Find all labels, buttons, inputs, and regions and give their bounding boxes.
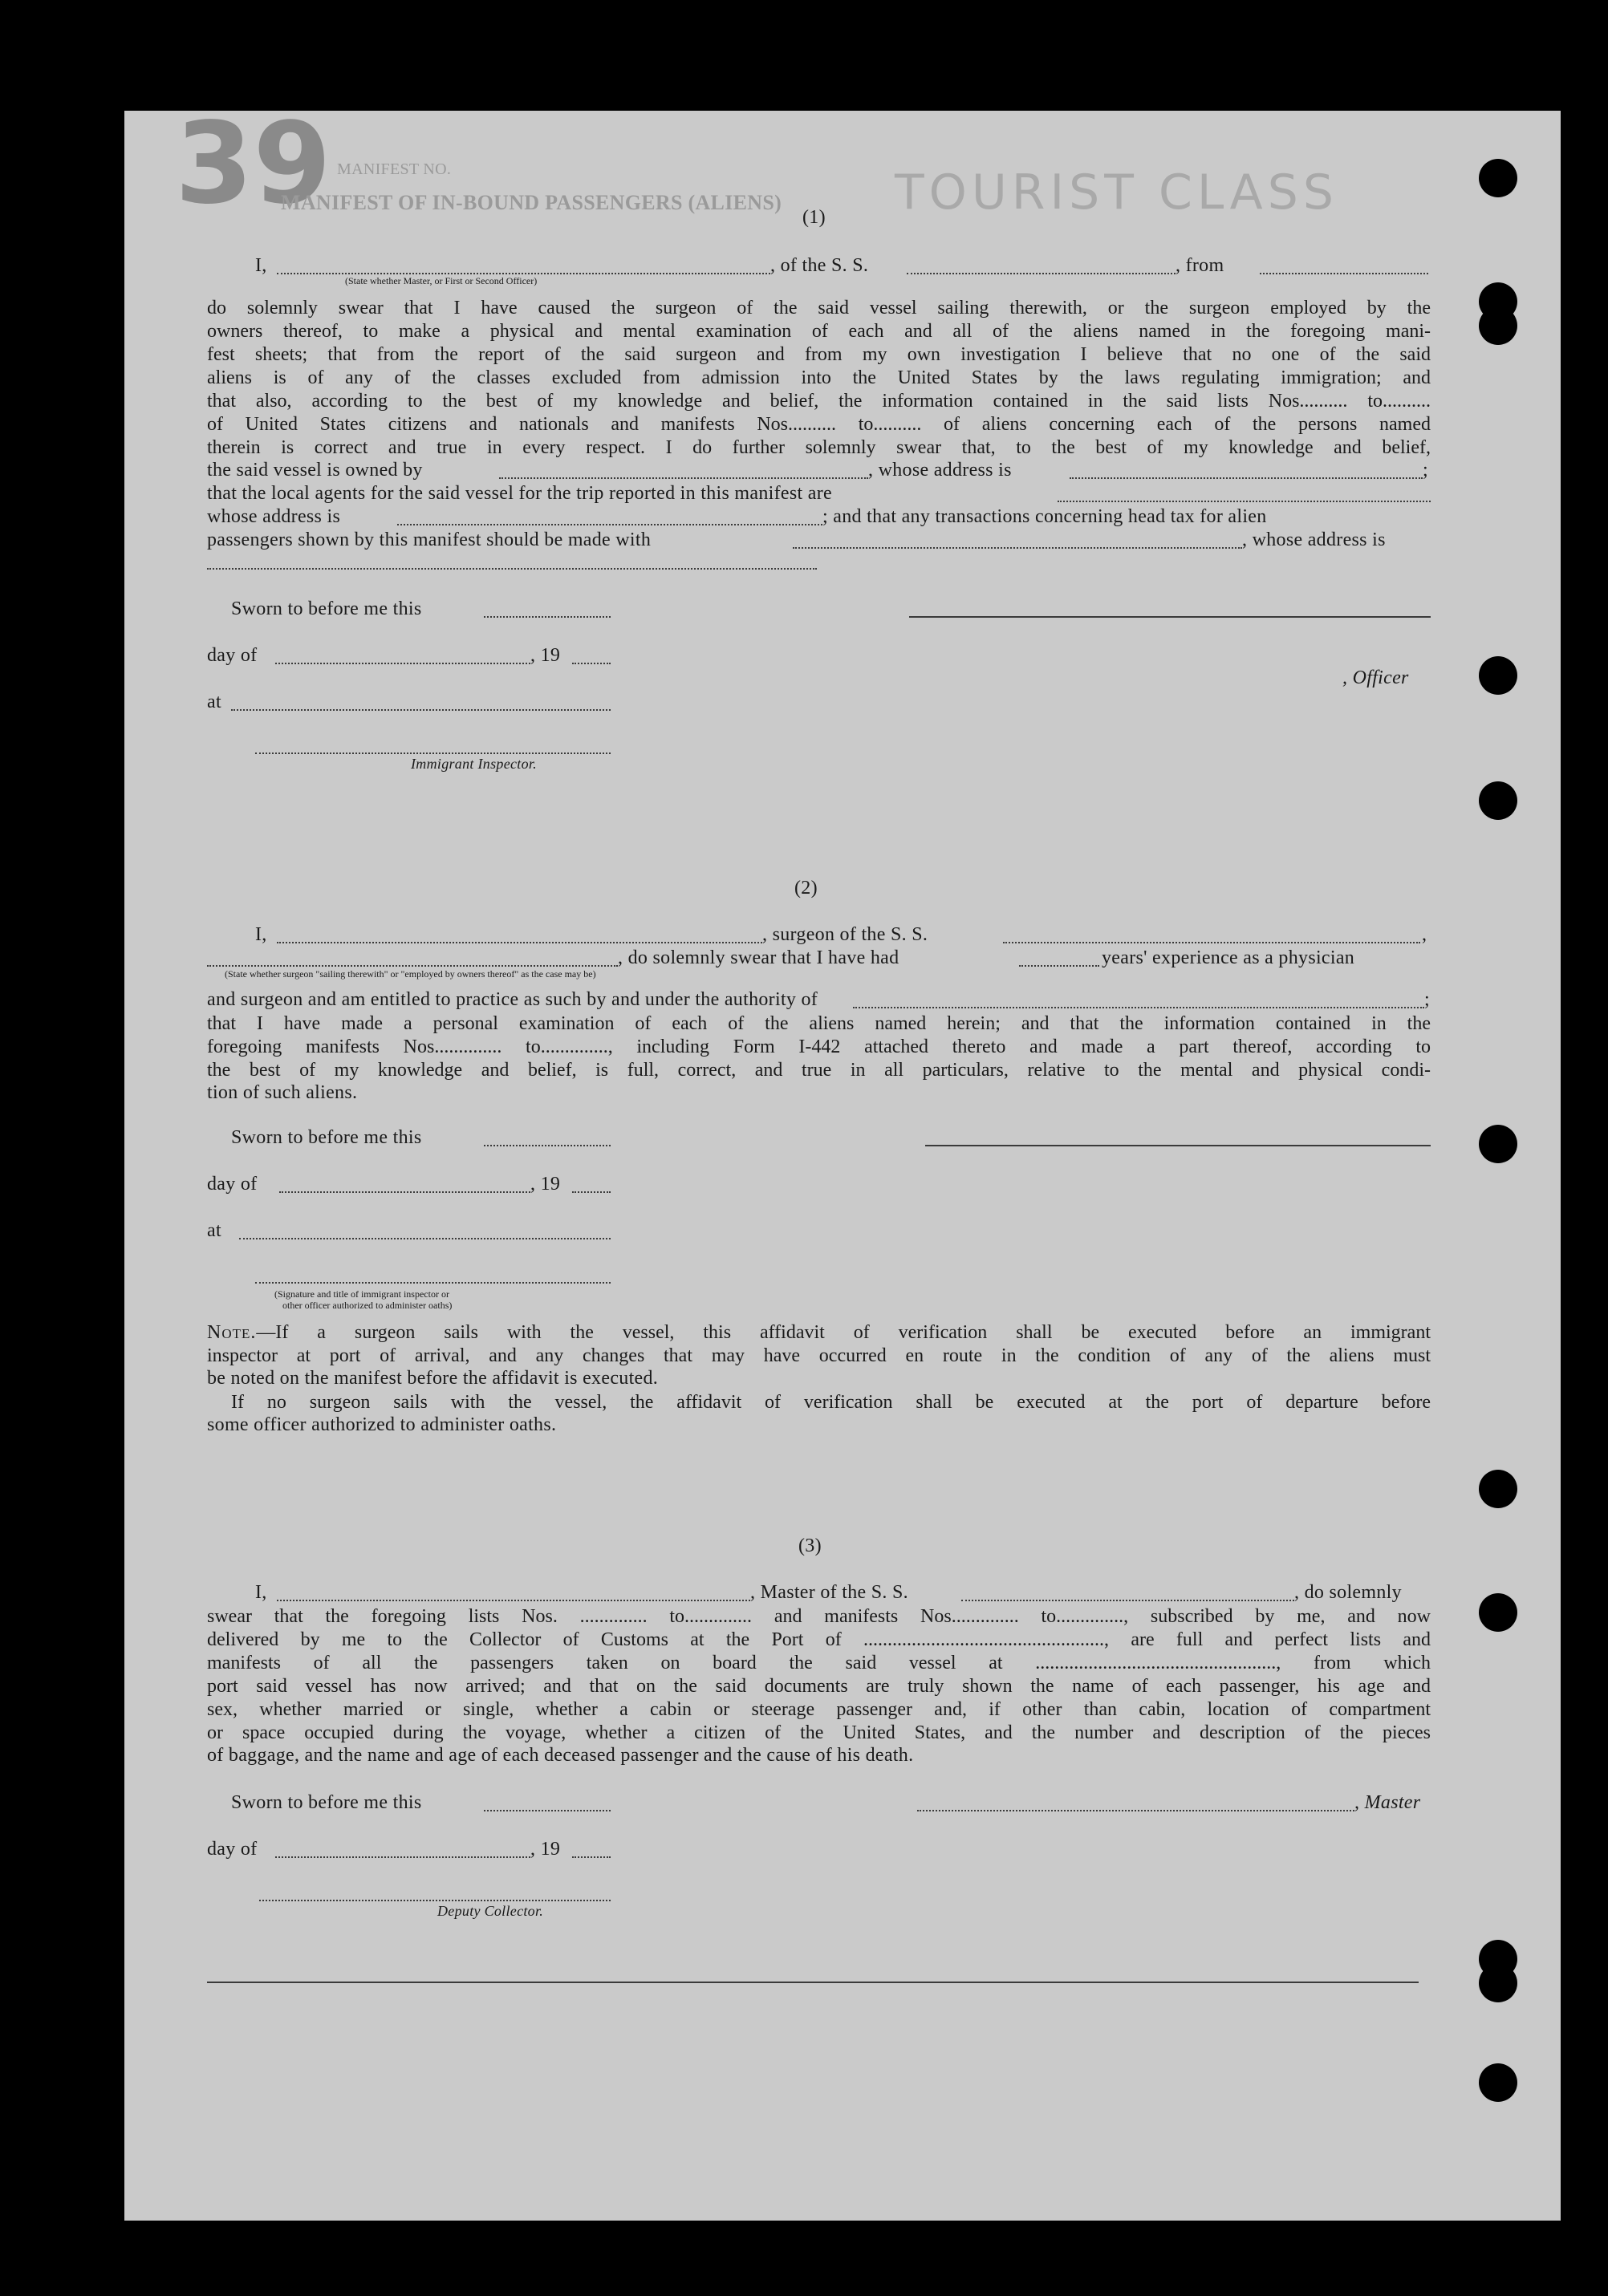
bottom-rule [207,1982,1419,1983]
section2-day-of: day of [207,1174,258,1195]
section2-year-field[interactable] [572,1191,611,1193]
officer-label: , Officer [1342,667,1409,688]
section3-ship-field[interactable] [961,1600,1294,1601]
section1-i: I, [255,255,267,276]
section1-year: , 19 [530,645,561,666]
section1-number: (1) [802,207,826,228]
note-line: some officer authorized to administer oaths. [207,1414,557,1435]
section1-year-field[interactable] [572,663,611,664]
section2-body-line: the best of my knowledge and belief, is full, correct, and true in all particulars, relative to the mental and physical condi- [207,1060,1431,1081]
section1-at: at [207,692,221,712]
punch-hole [1479,1125,1517,1163]
manifest-number-label: MANIFEST NO. [337,160,452,178]
section3-last: of baggage, and the name and age of each deceased passenger and the cause of his death. [207,1745,914,1766]
section3-day-field[interactable] [275,1856,530,1858]
section1-officer-field[interactable] [277,273,770,274]
punch-hole [1479,781,1517,820]
surgeon-signature-line[interactable] [925,1145,1431,1146]
comma: , [1422,924,1427,945]
head-tax-contact-field[interactable] [793,547,1242,549]
head-tax-address-field[interactable] [207,568,817,570]
agents-address-field[interactable] [397,524,822,525]
manifest-title: MANIFEST OF IN-BOUND PASSENGERS (ALIENS) [281,191,782,214]
section1-day-field[interactable] [275,663,530,664]
agents-address-label: whose address is [207,506,341,527]
section1-at-field[interactable] [231,709,611,711]
punch-hole [1479,656,1517,695]
note-line: be noted on the manifest before the affidavit is executed. [207,1368,659,1389]
section2-body-line: that I have made a personal examination of each of the aliens named herein; and that the information contained in the [207,1013,1431,1034]
section3-body-line: sex, whether married or single, whether a cabin or steerage passenger and, if other than cabin, location of compartment [207,1699,1431,1720]
section3-i: I, [255,1582,267,1603]
section3-body-line: port said vessel has now arrived; and that on the said documents are truly shown the name of each passenger, his age and [207,1676,1431,1697]
section1-officer-note: (State whether Master, or First or Second Officer) [345,275,538,286]
section3-year: , 19 [530,1839,561,1860]
section2-years-field[interactable] [1019,965,1099,967]
section1-body-line: of United States citizens and nationals and manifests Nos.......... to.......... of aliens concerning each of the persons named [207,414,1431,435]
section2-at: at [207,1220,221,1241]
section1-day-of: day of [207,645,258,666]
section2-at-field[interactable] [239,1238,611,1239]
collector-signature-line[interactable] [259,1900,611,1901]
section2-i: I, [255,924,267,945]
section2-surgeon-label: , surgeon of the S. S. [762,924,928,945]
section2-surgeon-name-field[interactable] [277,942,762,943]
section3-sworn: Sworn to before me this [231,1792,422,1813]
collector-label: Deputy Collector. [437,1903,544,1919]
section1-ship-field[interactable] [907,273,1176,274]
section3-master-label: , Master of the S. S. [750,1582,908,1603]
note-para2: If no surgeon sails with the vessel, the affidavit of verification shall be executed at the port of departure before [231,1392,1431,1413]
section2-authority: and surgeon and am entitled to practice as such by and under the authority of [207,989,818,1010]
note-lead: Note. [207,1322,257,1343]
punch-hole [1479,2063,1517,2102]
section2-sworn-field[interactable] [484,1145,611,1146]
section2-body-line: foregoing manifests Nos.............. to.............., including Form I-442 attached thereto and made a part thereof, according to [207,1036,1431,1057]
semicolon: ; [1424,989,1430,1010]
section1-body-line: that also, according to the best of my knowledge and belief, the information contained in the said lists Nos.......... to.......... [207,391,1431,412]
owner-address-label: , whose address is [868,460,1012,481]
note-text: —If a surgeon sails with the vessel, this affidavit of verification shall be executed before an immigrant [256,1322,1431,1343]
owned-by-label: the said vessel is owned by [207,460,423,481]
section3-swear: , do solemnly [1294,1582,1402,1603]
section2-sig-note: other officer authorized to administer oaths) [282,1300,453,1311]
section2-last: tion of such aliens. [207,1082,358,1103]
section1-body-line: owners thereof, to make a physical and mental examination of each and all of the aliens named in the foregoing mani- [207,321,1431,342]
section2-day-field[interactable] [279,1191,530,1193]
section2-years: years' experience as a physician [1102,947,1355,968]
semicolon: ; [1423,460,1428,481]
note-line [207,1321,1431,1345]
section2-sailing-field[interactable] [207,965,618,967]
passengers-label: passengers shown by this manifest should be made with [207,529,652,550]
punch-hole [1479,159,1517,197]
section1-ss-label: , of the S. S. [770,255,869,276]
section1-from-field[interactable] [1260,273,1428,274]
section3-body-line: manifests of all the passengers taken on board the said vessel at .................................................., from which [207,1653,1431,1673]
section1-from-label: , from [1176,255,1224,276]
section1-body-line: therein is correct and true in every respect. I do further solemnly swear that, to the best of my knowledge and belief, [207,437,1431,458]
section3-sworn-field[interactable] [484,1810,611,1811]
page-number: 39 [175,99,331,229]
master-signature-line[interactable] [917,1810,1354,1811]
section1-body-line: do solemnly swear that I have caused the surgeon of the said vessel sailing therewith, or the surgeon employed by the [207,298,1431,318]
section2-ship-field[interactable] [1003,942,1420,943]
tourist-class-stamp: TOURIST CLASS [895,164,1338,221]
punch-hole [1479,1470,1517,1508]
section1-sworn-field[interactable] [484,616,611,618]
punch-hole [1479,1593,1517,1632]
section3-year-field[interactable] [572,1856,611,1858]
section2-authority-field[interactable] [853,1007,1424,1008]
section3-number: (3) [798,1535,822,1556]
section2-note: (State whether surgeon "sailing therewith" or "employed by owners thereof" as the case may be) [225,968,596,980]
section1-body-line: aliens is of any of the classes excluded from admission into the United States by the laws regulating immigration; and [207,367,1431,388]
inspector-label: Immigrant Inspector. [411,756,537,772]
section3-body-line: delivered by me to the Collector of Customs at the Port of .................................................., are full and perfect lists and [207,1629,1431,1650]
agents-tail: ; and that any transactions concerning head tax for alien [822,506,1267,527]
owner-address-field[interactable] [1070,477,1423,479]
section2-sig-note: (Signature and title of immigrant inspector or [274,1288,449,1300]
punch-hole [1479,306,1517,345]
section3-body-line: swear that the foregoing lists Nos. .............. to.............. and manifests Nos.............. to.............., subscribed by me, and now [207,1606,1431,1627]
section3-master-name-field[interactable] [277,1600,750,1601]
section1-sworn: Sworn to before me this [231,598,422,619]
inspector-signature-line[interactable] [255,752,611,754]
section1-body-line: fest sheets; that from the report of the said surgeon and from my own investigation I believe that no one of the said [207,344,1431,365]
owner-field[interactable] [499,477,868,479]
master-label: , Master [1354,1792,1421,1813]
officer-signature-line[interactable] [909,616,1431,618]
section3-body-line: or space occupied during the voyage, whether a citizen of the United States, and the number and description of the pieces [207,1722,1431,1743]
section3-day-of: day of [207,1839,258,1860]
note-line: inspector at port of arrival, and any changes that may have occurred en route in the condition of any of the aliens must [207,1345,1431,1366]
section2-inspector-signature-line[interactable] [255,1282,611,1284]
section2-year: , 19 [530,1174,561,1195]
punch-hole [1479,1964,1517,2002]
section2-number: (2) [794,878,818,899]
agents-field[interactable] [1058,501,1431,502]
passengers-address-label: , whose address is [1242,529,1386,550]
agents-label: that the local agents for the said vessel for the trip reported in this manifest are [207,483,832,504]
section2-swear: , do solemnly swear that I have had [618,947,899,968]
section2-sworn: Sworn to before me this [231,1127,422,1148]
